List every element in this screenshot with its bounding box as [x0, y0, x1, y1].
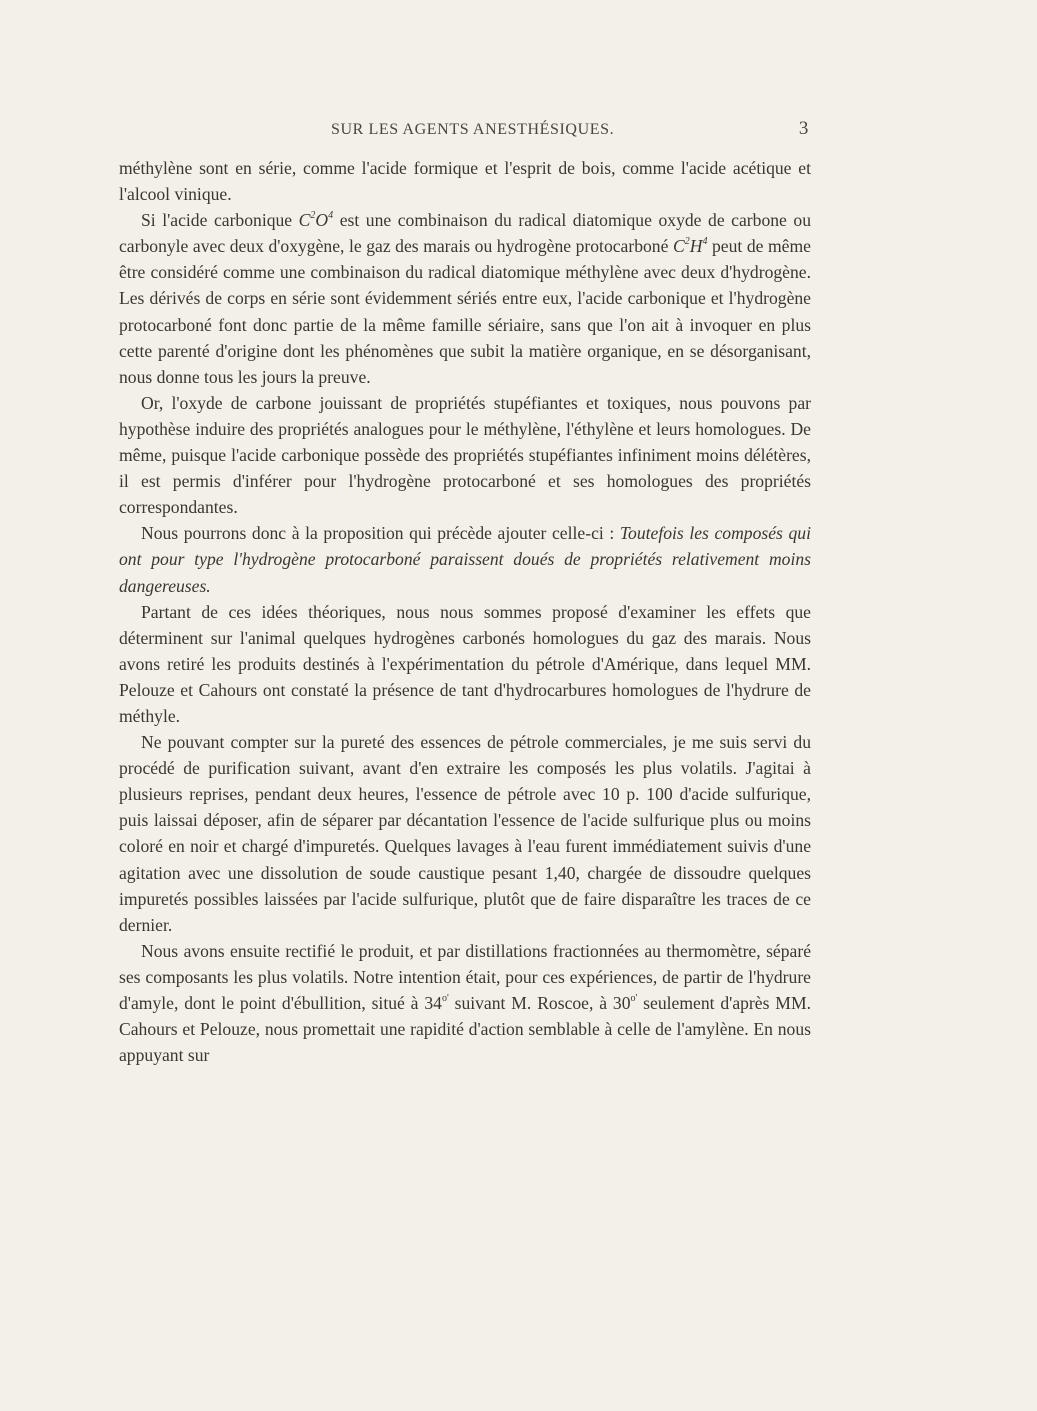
page-number: 3 [798, 118, 809, 139]
body-text [119, 155, 811, 1068]
paragraph [119, 520, 811, 598]
paragraph [119, 207, 811, 390]
paragraph [119, 938, 811, 1068]
text-span: peut de même être considéré comme une combinaison du radical diatomique méthylène avec deux d'hydrogène. Les dérivés de corps en série sont évidemment sériés entre eux, l'acide carbonique et l'hydrogène protocarboné font donc partie de la même famille sériaire, sans que l'on ait à invoquer en plus cette parenté d'origine dont les phénomènes que subit la matière organique, en se désorganisant, nous donne tous les jours la preuve. [119, 236, 811, 387]
formula-symbol: C [672, 236, 685, 257]
text-span: est une combinaison du radical diatomique oxyde de carbone ou carbonyle avec deux d'oxygène, le gaz des marais ou hydrogène protocarboné [119, 210, 811, 257]
paragraph: Or, l'oxyde de carbone jouissant de propriétés stupéfiantes et toxiques, nous pouvons par hypothèse induire des propriétés analogues pour le méthylène, l'éthylène et leurs homologues. De même, puisque l'acide carbonique possède des propriétés stupéfiantes infiniment moins délétères, il est permis d'inférer pour l'hydrogène protocarboné et ses homologues des propriétés correspondantes. [119, 392, 811, 518]
formula-subscript: 2 [310, 210, 316, 222]
chemical-formula [299, 210, 333, 230]
paragraph: Partant de ces idées théoriques, nous nous sommes proposé d'examiner les effets que déterminent sur l'animal quelques hydrogènes carbonés homologues du gaz des marais. Nous avons retiré les produits destinés à l'expérimentation du pétrole d'Amérique, dans lequel MM. Pelouze et Cahours ont constaté la présence de tant d'hydrocarbures homologues de l'hydrure de méthyle. [119, 601, 811, 726]
formula-symbol: C [298, 210, 311, 231]
text-span: Nous avons ensuite rectifié le produit, et par distillations fractionnées au thermomètre, séparé ses composants les plus volatils. Notre intention était, pour ces expériences, de partir de l'hydrure d'amyle, dont le point d'ébullition, situé à [119, 940, 811, 1013]
formula-subscript: 2 [684, 236, 690, 248]
formula-subscript: 4 [328, 210, 334, 222]
text-span: Nous pourrons donc à la proposition qui précède ajouter celle-ci : [141, 523, 620, 544]
paragraph: Ne pouvant compter sur la pureté des essences de pétrole commerciales, je me suis servi du procédé de purification suivant, avant d'en extraire les composés les plus volatils. J'agitai à plusieurs reprises, pendant deux heures, l'essence de pétrole avec 10 p. 100 d'acide sulfurique, puis laissai déposer, afin de séparer par décantation l'essence de l'acide sulfurique plus ou moins coloré en noir et chargé d'impuretés. Quelques lavages à l'eau furent immédiatement suivis d'une agitation avec une dissolution de soude caustique pesant 1,40, chargée de dissoudre quelques impuretés possibles laissées par l'acide sulfurique, plutôt que de faire disparaître les traces de ce dernier. [119, 732, 811, 935]
running-title: SUR LES AGENTS ANESTHÉSIQUES. [331, 121, 615, 138]
running-head [119, 118, 811, 155]
text-span: Si l'acide carbonique [141, 210, 299, 231]
temperature-value: 34 [424, 993, 442, 1013]
formula-symbol: O [315, 210, 329, 231]
degree-mark: o' [441, 993, 449, 1005]
temperature-value: 30 [612, 993, 631, 1013]
book-page [119, 118, 811, 1068]
chemical-formula [673, 236, 707, 256]
paragraph: méthylène sont en série, comme l'acide formique et l'esprit de bois, comme l'acide acétique et l'alcool vinique. [119, 158, 811, 205]
degree-mark: o' [630, 993, 638, 1005]
italic-proposition: Toutefois les composés qui ont pour type l'hydrogène protocarboné paraissent doués de propriétés relativement moins dangereuses. [119, 523, 811, 596]
formula-subscript: 4 [702, 236, 708, 248]
text-span: suivant M. Roscoe, à [448, 993, 613, 1013]
formula-symbol: H [689, 236, 703, 257]
text-span: seulement d'après MM. Cahours et Pelouze, nous promettait une rapidité d'action semblable à celle de l'amylène. En nous appuyant sur [119, 993, 811, 1066]
